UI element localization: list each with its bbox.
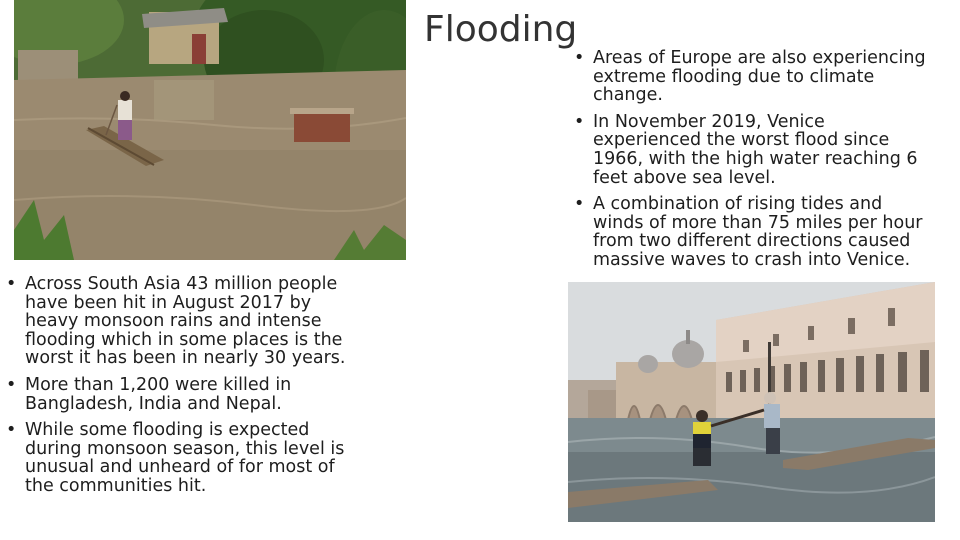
slide-title: Flooding [424, 9, 578, 50]
south-asia-flood-photo [14, 0, 406, 260]
bullet-item: • In November 2019, Venice experienced the worst flood since 1966, with the high water reaching 6 feet above sea level. [574, 113, 938, 187]
venice-flood-photo [568, 282, 935, 522]
bullet-item: • Areas of Europe are also experiencing extreme flooding due to climate change. [574, 49, 938, 105]
bullet-item: • A combination of rising tides and winds of more than 75 miles per hour from two different directions caused massive waves to crash into Venice. [574, 195, 938, 269]
bullet-item: • While some flooding is expected during monsoon season, this level is unusual and unheard of for most of the communities hit. [6, 421, 350, 495]
europe-bullet-list [574, 49, 938, 278]
bullet-item: • More than 1,200 were killed in Bangladesh, India and Nepal. [6, 376, 350, 413]
bullet-item: • Across South Asia 43 million people have been hit in August 2017 by heavy monsoon rains and intense flooding which in some places is the worst it has been in nearly 30 years. [6, 275, 350, 368]
south-asia-bullet-list [6, 275, 350, 504]
